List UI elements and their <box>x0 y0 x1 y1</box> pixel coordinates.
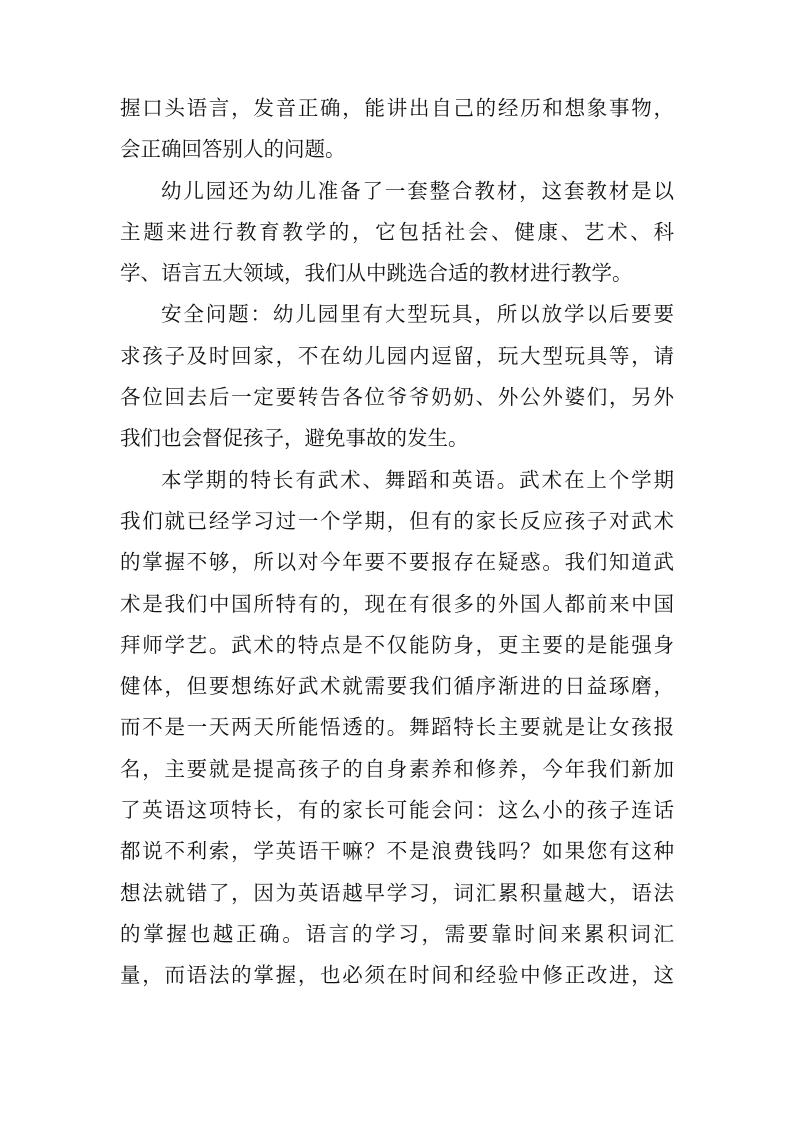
text-line: 而不是一天两天所能悟透的。舞蹈特长主要就是让女孩报 <box>120 715 674 740</box>
text-line: 的掌握也越正确。语言的学习，需要靠时间来累积词汇 <box>120 921 674 946</box>
paragraph-start-line: 幼儿园还为幼儿准备了一套整合教材，这套教材是以 <box>161 178 674 203</box>
text-line: 握口头语言，发音正确，能讲出自己的经历和想象事物， <box>120 96 674 120</box>
text-line: 术是我们中国所特有的，现在有很多的外国人都前来中国 <box>120 591 674 616</box>
text-line: 会正确回答别人的问题。 <box>120 137 346 162</box>
text-line: 了英语这项特长，有的家长可能会问：这么小的孩子连话 <box>120 798 674 823</box>
text-line: 我们就已经学习过一个学期，但有的家长反应孩子对武术 <box>120 508 674 533</box>
text-line: 拜师学艺。武术的特点是不仅能防身，更主要的是能强身 <box>120 632 674 657</box>
paragraph-start-line: 本学期的特长有武术、舞蹈和英语。武术在上个学期 <box>161 467 674 492</box>
text-line: 的掌握不够，所以对今年要不要报存在疑惑。我们知道武 <box>120 550 674 575</box>
text-line: 主题来进行教育教学的，它包括社会、健康、艺术、科 <box>120 219 674 244</box>
text-line: 求孩子及时回家，不在幼儿园内逗留，玩大型玩具等，请 <box>120 343 674 368</box>
document-page <box>120 88 674 997</box>
text-line: 都说不利索，学英语干嘛？不是浪费钱吗？如果您有这种 <box>120 839 674 864</box>
text-line: 量，而语法的掌握，也必须在时间和经验中修正改进，这 <box>120 963 674 988</box>
text-line: 健体，但要想练好武术就需要我们循序渐进的日益琢磨， <box>120 674 674 699</box>
paragraph-start-line: 安全问题：幼儿园里有大型玩具，所以放学以后要要 <box>161 302 674 327</box>
text-line: 名，主要就是提高孩子的自身素养和修养，今年我们新加 <box>120 756 674 781</box>
text-line: 我们也会督促孩子，避免事故的发生。 <box>120 426 469 451</box>
text-line: 学、语言五大领域，我们从中跳选合适的教材进行教学。 <box>120 261 633 286</box>
text-line: 想法就错了，因为英语越早学习，词汇累积量越大，语法 <box>120 880 674 905</box>
text-line: 各位回去后一定要转告各位爷爷奶奶、外公外婆们，另外 <box>120 385 674 410</box>
